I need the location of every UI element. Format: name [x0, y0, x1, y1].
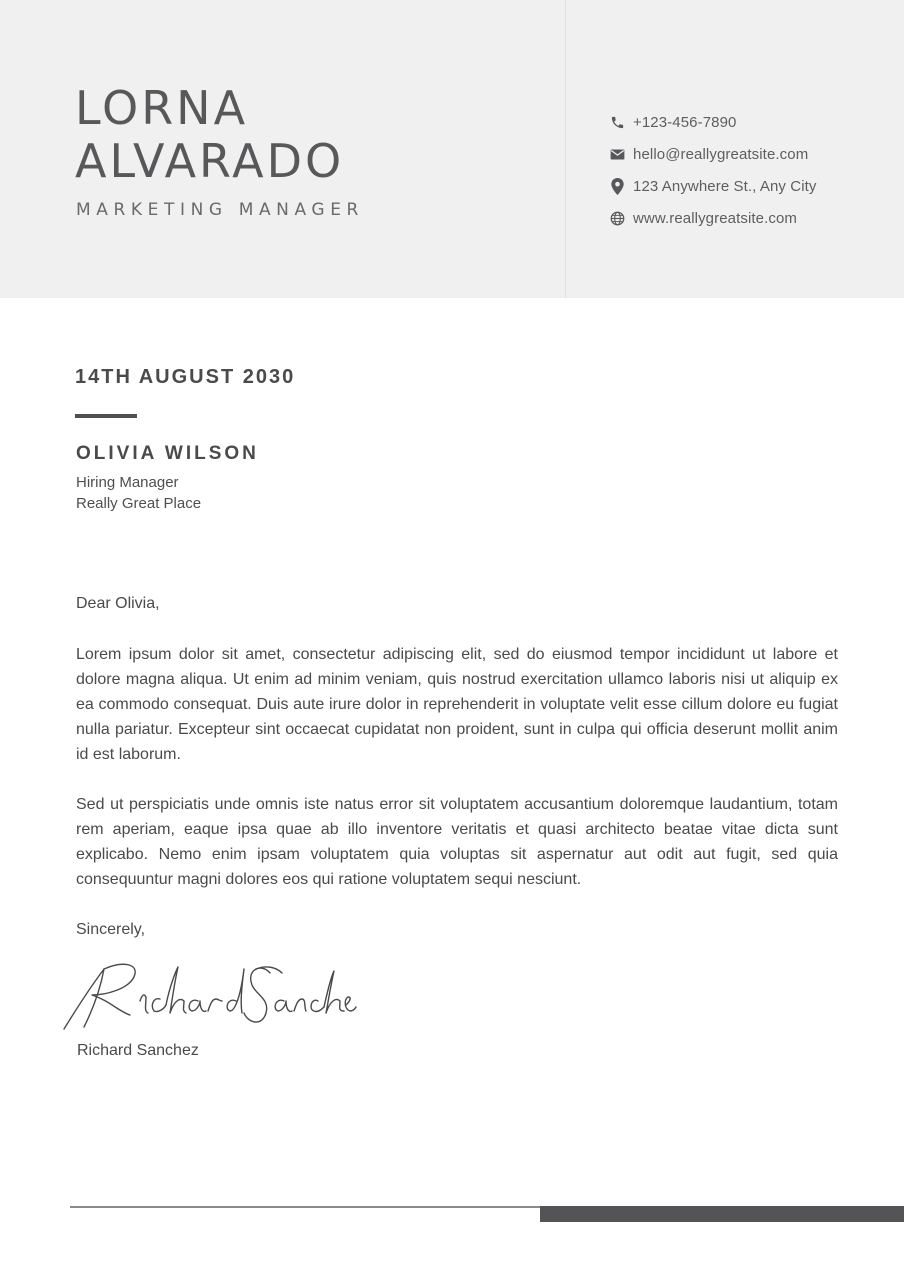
contact-website — [609, 202, 817, 234]
letterhead-header — [0, 0, 904, 298]
body-paragraph-1: Lorem ipsum dolor sit amet, consectetur adipiscing elit, sed do eiusmod tempor incididunt ut labore et dolore magna aliqua. Ut enim ad minim veniam, quis nostrud exercitation ullamco laboris nisi ut aliquip ex ea commodo consequat. Duis aute irure dolor in reprehenderit in voluptate velit esse cillum dolore eu fugiat nulla pariatur. Excepteur sint occaecat cupidatat non proident, sunt in culpa qui officia deserunt mollit anim id est laborum. — [76, 646, 838, 763]
contact-website-text: www.reallygreatsite.com — [633, 209, 798, 227]
header-divider — [565, 0, 566, 298]
contact-address-text: 123 Anywhere St., Any City — [633, 177, 817, 195]
closing: Sincerely, — [76, 921, 146, 938]
contact-email — [609, 138, 817, 170]
footer-accent-bar — [540, 1206, 904, 1222]
sender-name — [75, 82, 344, 188]
handwritten-signature — [60, 955, 360, 1040]
recipient-title: Hiring Manager — [76, 474, 179, 491]
sender-last-name: ALVARADO — [75, 134, 345, 188]
contact-list — [609, 106, 817, 234]
sender-role: MARKETING MANAGER — [76, 200, 364, 220]
body-paragraph-2: Sed ut perspiciatis unde omnis iste natus error sit voluptatem accusantium doloremque laudantium, totam rem aperiam, eaque ipsa quae ab illo inventore veritatis et quasi architecto beatae vitae dicta sunt explicabo. Nemo enim ipsam voluptatem quia voluptas sit aspernatur aut odit aut fugit, sed quia consequuntur magni dolores eos qui ratione voluptatem sequi nesciunt. — [76, 796, 838, 888]
mail-icon — [609, 146, 626, 163]
contact-address — [609, 170, 817, 202]
letter-date: 14TH AUGUST 2030 — [75, 366, 296, 388]
signer-name: Richard Sanchez — [77, 1042, 199, 1059]
contact-phone — [609, 106, 817, 138]
date-underline — [75, 414, 137, 418]
globe-icon — [609, 210, 626, 227]
contact-email-text: hello@reallygreatsite.com — [633, 145, 809, 163]
location-pin-icon — [609, 178, 626, 195]
sender-first-name: LORNA — [75, 81, 249, 135]
recipient-organization: Really Great Place — [76, 495, 202, 512]
contact-phone-text: +123-456-7890 — [633, 113, 737, 131]
recipient-name: OLIVIA WILSON — [76, 443, 259, 464]
salutation: Dear Olivia, — [76, 595, 160, 612]
phone-icon — [609, 114, 626, 131]
footer-rule — [70, 1206, 540, 1208]
